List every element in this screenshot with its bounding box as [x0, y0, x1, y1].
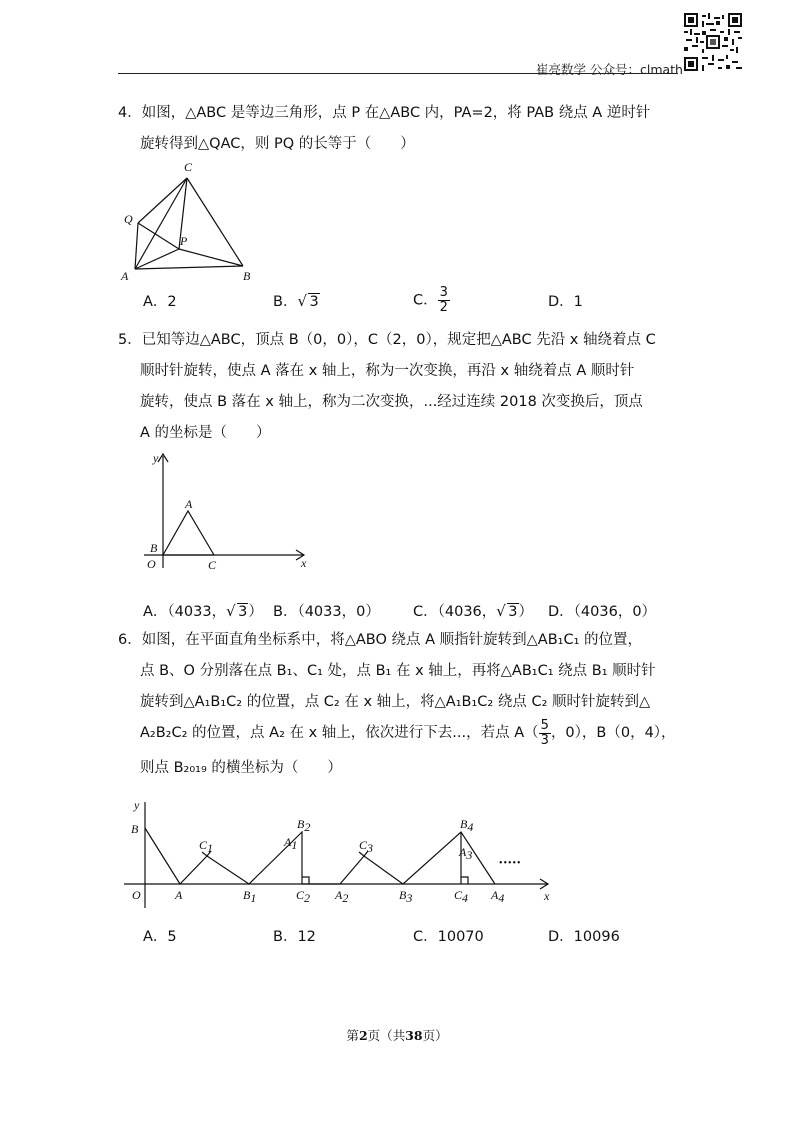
q6-label-b3: B3 — [399, 888, 413, 905]
q6-line-2: 点 B、O 分别落在点 B₁、C₁ 处，点 B₁ 在 x 轴上，再将△AB₁C₁ 绕点 B₁ 顺时针 — [140, 663, 656, 679]
q6-label-b1: B1 — [243, 888, 257, 905]
q6-label-a: A — [175, 888, 183, 902]
q6-label-b: B — [131, 822, 139, 836]
q5-label-o: O — [147, 557, 156, 571]
q5-label-y: y — [153, 451, 159, 465]
qr-code — [684, 12, 742, 72]
q5-label-x: x — [301, 556, 307, 570]
q4-segment-aq — [135, 223, 138, 269]
q5-option-d: D．（4036，0） — [548, 604, 657, 620]
q4-line-1: 4．如图，△ABC 是等边三角形，点 P 在△ABC 内，PA=2，将 PAB 绕点 A 逆时针 — [118, 105, 651, 121]
q6-label-b2: B2 — [297, 817, 311, 834]
q4-segment-ac — [135, 178, 187, 269]
q4-line-2: 旋转得到△QAC，则 PQ 的长等于（ ） — [140, 136, 415, 152]
q6-label-a3: A3 — [459, 845, 473, 862]
q4-option-b: B． √ 3 — [273, 292, 319, 310]
q4-label-a: A — [121, 269, 129, 283]
q6-label-a2: A2 — [335, 888, 349, 905]
q6-right-angle-c4 — [461, 877, 468, 884]
q6-label-c1: C1 — [199, 838, 214, 855]
q4-label-b: B — [243, 269, 251, 283]
q4-options — [143, 285, 703, 316]
q5-label-a: A — [185, 497, 193, 511]
q6-option-c: C．10070 — [413, 929, 484, 945]
q6-line-1: 6．如图，在平面直角坐标系中，将△ABO 绕点 A 顺指针旋转到△AB₁C₁ 的位置， — [118, 632, 643, 648]
q5-figure — [138, 448, 318, 576]
question-4 — [118, 98, 688, 160]
q4-option-d: D．1 — [548, 294, 583, 310]
current-page: 2 — [358, 1028, 368, 1043]
q6-line-5: 则点 B₂₀₁₉ 的横坐标为（ ） — [140, 760, 342, 776]
header-rule — [118, 73, 678, 74]
q5-option-b: B．（4033，0） — [273, 604, 380, 620]
q4-option-c: C． $\frac{3}{2}$ — [413, 285, 448, 315]
q6-label-x: x — [544, 889, 550, 903]
q6-label-b4: B4 — [460, 817, 474, 834]
q6-line-4: A₂B₂C₂ 的位置，点 A₂ 在 x 轴上，依次进行下去...，若点 A（ $\frac{5}{3}$ ，0），B（0，4）， — [140, 717, 676, 748]
q6-right-angle-c2 — [302, 877, 309, 884]
q5-line-2: 顺时针旋转，使点 A 落在 x 轴上，称为一次变换，再沿 x 轴绕着点 A 顺时针 — [140, 363, 635, 379]
q6-options — [143, 925, 703, 951]
q6-label-c4: C4 — [454, 888, 469, 905]
q4-figure — [112, 156, 272, 284]
q6-option-d: D．10096 — [548, 929, 620, 945]
q4-label-q: Q — [124, 212, 133, 226]
q6-figure — [118, 796, 558, 910]
page-footer: 第2页（共38页） — [346, 1028, 448, 1043]
q6-label-c2: C2 — [296, 888, 311, 905]
q5-line-3: 旋转，使点 B 落在 x 轴上，称为二次变换，...经过连续 2018 次变换后，顶点 — [140, 394, 643, 410]
question-5 — [118, 325, 688, 449]
q6-label-y: y — [134, 798, 140, 812]
q4-segment-ap — [135, 249, 179, 269]
q5-options — [143, 600, 703, 626]
q6-label-c3: C3 — [359, 838, 374, 855]
q6-line-3: 旋转到△A₁B₁C₂ 的位置，点 C₂ 在 x 轴上，将△A₁B₁C₂ 绕点 C₂ 顺时针旋转到△ — [140, 694, 651, 710]
q4-segment-ab — [135, 266, 243, 269]
total-pages: 38 — [405, 1028, 423, 1043]
q5-label-b: B — [150, 541, 158, 555]
q6-label-a1: A1 — [284, 835, 298, 852]
q6-option-a: A．5 — [143, 929, 177, 945]
q4-label-p: P — [180, 234, 188, 248]
q6-label-a4: A4 — [491, 888, 505, 905]
q4-segment-qc — [138, 178, 187, 223]
q6-rotation-path — [145, 828, 495, 884]
q5-option-a: A．（4033， √ 3） — [143, 602, 263, 620]
q6-continuation-dots: ••••• — [499, 858, 522, 869]
question-6 — [118, 625, 688, 784]
q6-option-b: B．12 — [273, 929, 316, 945]
header-text: 崔亮数学 公众号：clmath — [536, 62, 683, 77]
q5-line-1: 5．已知等边△ABC，顶点 B（0，0），C（2，0），规定把△ABC 先沿 x 轴绕着点 C — [118, 332, 656, 348]
q5-triangle — [163, 511, 214, 555]
q4-option-a: A．2 — [143, 294, 177, 310]
q5-option-c: C．（4036， √ 3） — [413, 602, 534, 620]
q5-label-c: C — [208, 558, 217, 572]
q5-line-4: A 的坐标是（ ） — [140, 425, 271, 441]
q4-label-c: C — [184, 160, 193, 174]
q6-label-o: O — [132, 888, 141, 902]
